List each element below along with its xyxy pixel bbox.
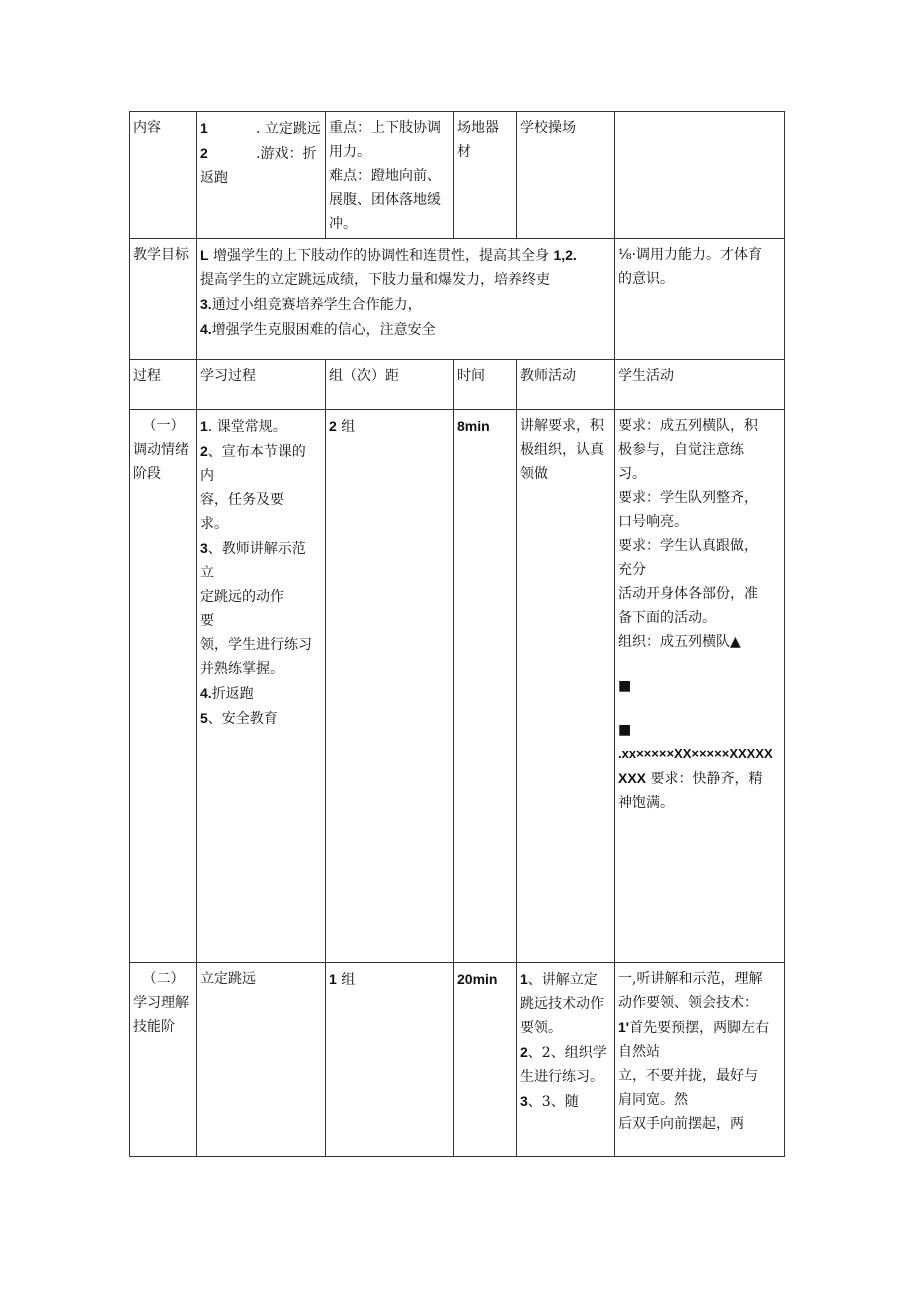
stage2-groups: 1 组: [326, 963, 454, 1157]
lesson-plan-table: [129, 111, 785, 1157]
goals-cell: L 增强学生的上下肢动作的协调性和连贯性，提高其全身 1,2. 提高学生的立定跳远成绩，下肢力量和爆发力，培养终吏 3.通过小组竞赛培养学生合作能力， 4.增强学生克服困难的信心，注意安全: [197, 239, 615, 360]
stage2-process: 立定跳远: [197, 963, 326, 1157]
stage2-time: 20min: [454, 963, 517, 1157]
goals-right-cell: ⅛·调用力能力。才体育 的意识。: [615, 239, 785, 360]
stage1-teacher: 讲解要求，积 极组织，认真 领做: [517, 410, 615, 963]
stage2-row: [130, 963, 785, 1157]
header-learning: 学习过程: [197, 360, 326, 410]
content-row: [130, 112, 785, 239]
goals-row: [130, 239, 785, 360]
header-row: [130, 360, 785, 410]
formation-square-icon: ■: [618, 722, 632, 738]
stage2-teacher: 1、讲解立定 跳远技术动作 要领。 2、2、组织学 生进行练习。 3、3、随: [517, 963, 615, 1157]
stage2-student: 一,听讲解和示范，理解 动作要领、领会技术： 1'首先要预摆，两脚左右 自然站 立，不要并拢，最好与 肩同宽。然 后双手向前摆起，两: [615, 963, 785, 1157]
header-student: 学生活动: [615, 360, 785, 410]
venue-label: 场地器 材: [454, 112, 517, 239]
formation-square-icon: ■: [618, 678, 632, 694]
focus-cell: 重点：上下肢协调 用力。 难点：蹬地向前、 展腹、团体落地缓 冲。: [326, 112, 454, 239]
stage1-row: [130, 410, 785, 963]
stage1-groups: 2 组: [326, 410, 454, 963]
venue-cell: 学校操场: [517, 112, 615, 239]
goals-label: 教学目标: [130, 239, 197, 360]
stage1-time: 8min: [454, 410, 517, 963]
header-groups: 组（次）距: [326, 360, 454, 410]
stage1-process: 1. 课堂常规。 2、宣布本节课的 内 容，任务及要 求。 3、教师讲解示范 立 定跳远的动作 要 领，学生进行练习 并熟练掌握。 4.折返跑 5、安全教育: [197, 410, 326, 963]
header-process: 过程: [130, 360, 197, 410]
content-label: 内容: [130, 112, 197, 239]
stage1-label: （一） 调动情绪 阶段: [130, 410, 197, 963]
content-extra-cell: [615, 112, 785, 239]
stage2-label: （二） 学习理解 技能阶: [130, 963, 197, 1157]
stage1-student: 要求：成五列横队，积 极参与，自觉注意练 习。 要求：学生队列整齐， 口号响亮。 要求：学生认真跟做， 充分 活动开身体各部份，准 备下面的活动。 组织：成五列横队▲ ■ ■ .xx×××××XX×××××XXXXX XXX 要求：快静齐，精 神饱满。: [615, 410, 785, 963]
content-cell: 1 . 立定跳远 2 .游戏：折 返跑: [197, 112, 326, 239]
header-time: 时间: [454, 360, 517, 410]
header-teacher: 教师活动: [517, 360, 615, 410]
